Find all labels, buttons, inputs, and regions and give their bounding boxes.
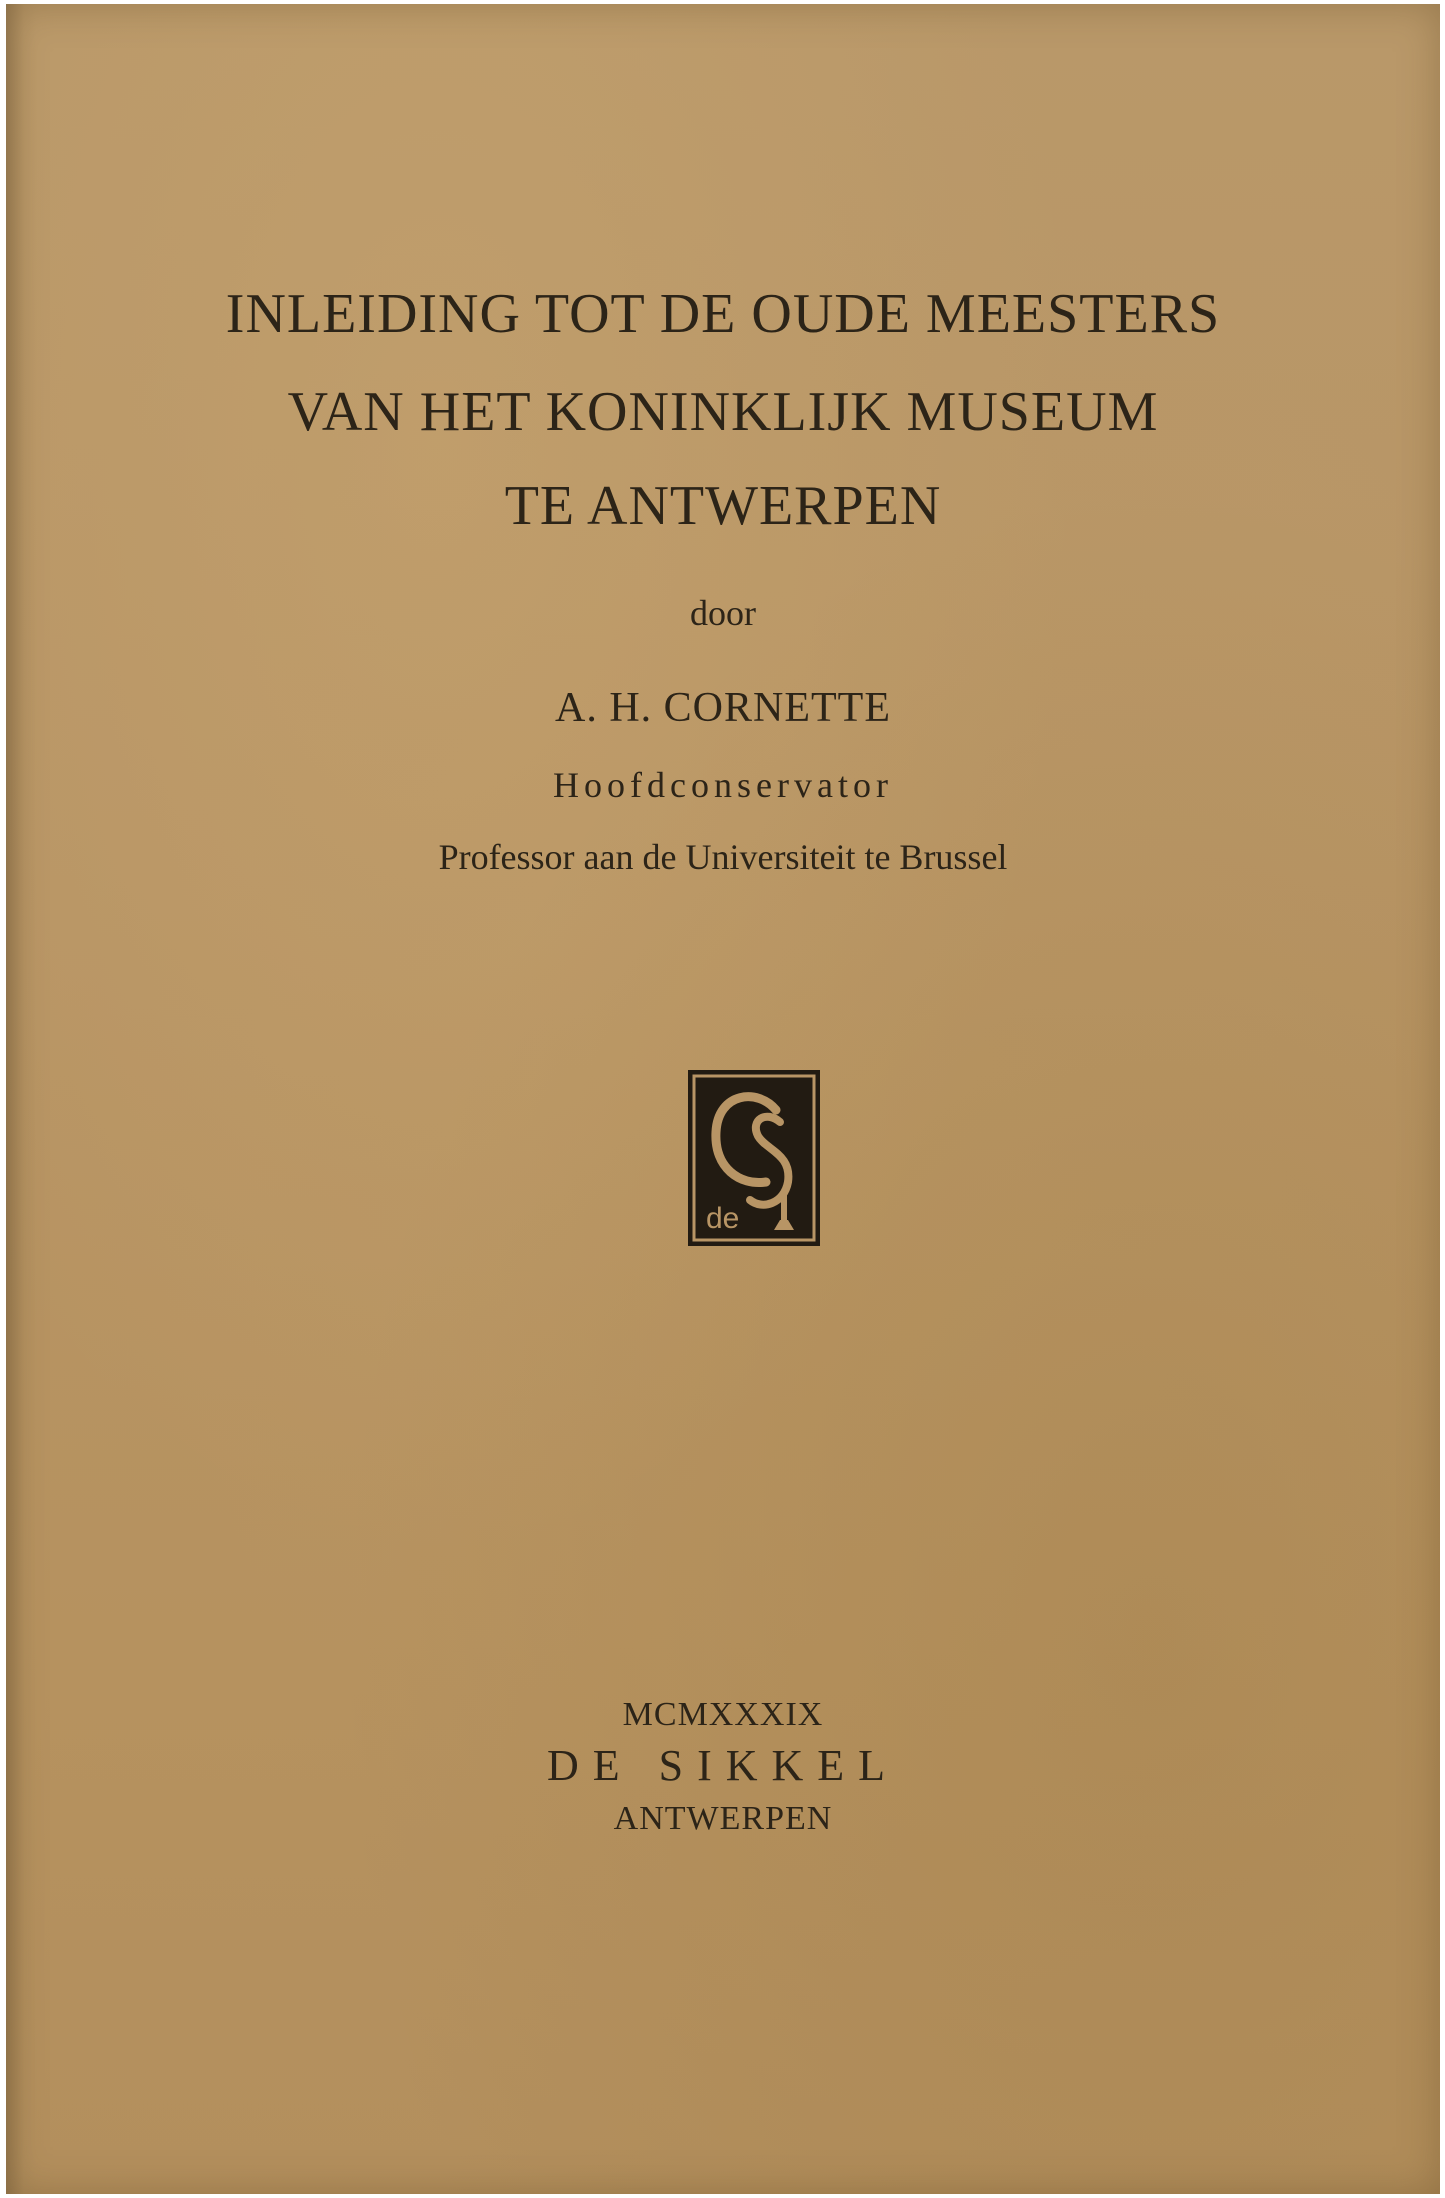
title-line-3: TE ANTWERPEN bbox=[504, 475, 942, 537]
author-role: Hoofdconservator bbox=[553, 765, 893, 805]
publication-year: MCMXXXIX bbox=[622, 1696, 824, 1733]
title-line-1: INLEIDING TOT DE OUDE MEESTERS bbox=[225, 283, 1221, 345]
book-cover bbox=[6, 4, 1440, 2194]
author-position: Professor aan de Universiteit te Brussel bbox=[438, 837, 1008, 877]
publisher-monogram-icon bbox=[688, 1070, 820, 1246]
publisher-name: DE SIKKEL bbox=[546, 1741, 900, 1790]
title-line-2: VAN HET KONINKLIJK MUSEUM bbox=[287, 381, 1159, 443]
publisher-city: ANTWERPEN bbox=[613, 1800, 833, 1837]
logo-text: de bbox=[706, 1202, 740, 1235]
author-name: A. H. CORNETTE bbox=[555, 685, 891, 731]
by-label: door bbox=[690, 593, 756, 633]
